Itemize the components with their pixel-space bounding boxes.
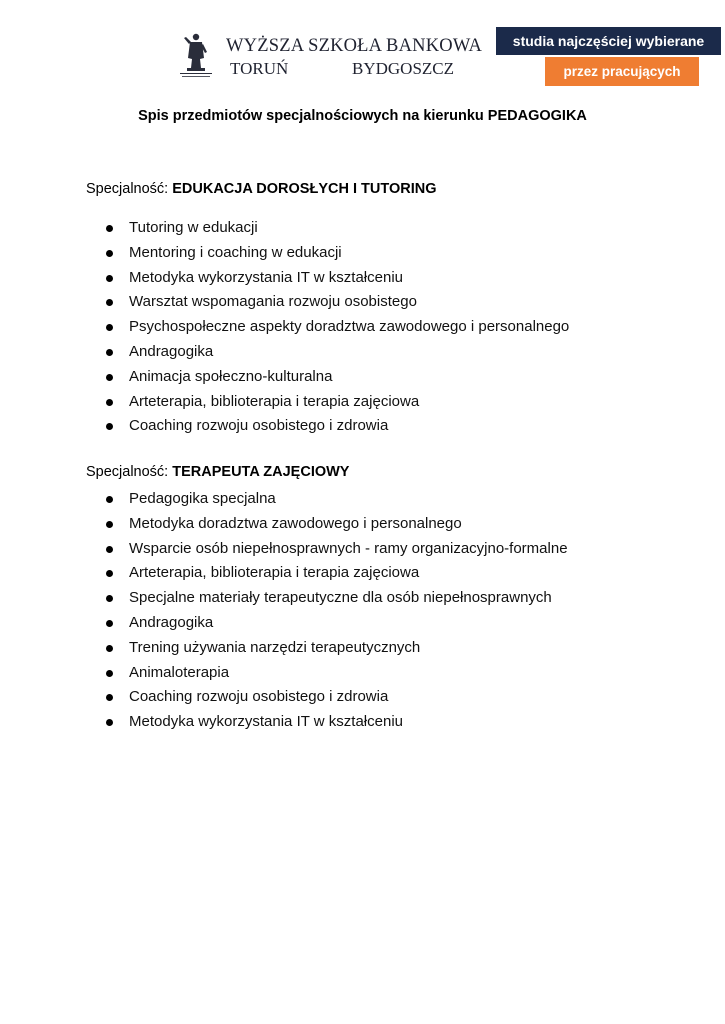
logo-city-torun: TORUŃ [230, 59, 289, 78]
list-item-text: Mentoring i coaching w edukacji [129, 243, 342, 261]
bullet-icon [106, 496, 113, 503]
list-item-text: Tutoring w edukacji [129, 219, 258, 236]
list-item [0, 266, 569, 291]
list-item [0, 586, 568, 611]
bullet-icon [106, 374, 113, 381]
university-logo[interactable] [170, 28, 483, 82]
bullet-icon [106, 620, 113, 627]
list-item-text: Andragogika [129, 613, 214, 631]
list-item-text: Psychospołeczne aspekty doradztwa zawodowego i personalnego [129, 318, 570, 336]
subject-list [0, 216, 569, 439]
section-heading [86, 181, 437, 197]
section-heading-name: EDUKACJA DOROSŁYCH I TUTORING [172, 181, 437, 197]
bullet-icon [106, 694, 113, 701]
list-item [0, 216, 569, 241]
bullet-icon [106, 521, 113, 528]
bullet-icon [106, 324, 113, 331]
list-item [0, 710, 568, 735]
list-item [0, 661, 568, 686]
bullet-icon [106, 423, 113, 430]
document-title: Spis przedmiotów specjalnościowych na kierunku PEDAGOGIKA [138, 108, 587, 124]
logo-city-bydgoszcz: BYDGOSZCZ [352, 59, 455, 78]
subject-list [0, 487, 568, 735]
list-item [0, 636, 568, 661]
list-item-text: Arteterapia, biblioterapia i terapia zajęciowa [129, 564, 420, 582]
slogan-banner-bottom: przez pracujących [545, 57, 699, 86]
bullet-icon [106, 250, 113, 257]
statue-emblem-icon [176, 30, 216, 80]
list-item [0, 611, 568, 636]
list-item [0, 561, 568, 586]
bullet-icon [106, 546, 113, 553]
bullet-icon [106, 719, 113, 726]
list-item [0, 512, 568, 537]
bullet-icon [106, 670, 113, 677]
list-item-text: Coaching rozwoju osobistego i zdrowia [129, 688, 389, 706]
list-item [0, 241, 569, 266]
list-item [0, 414, 569, 439]
list-item-text: Wsparcie osób niepełnosprawnych - ramy organizacyjno-formalne [129, 539, 568, 557]
list-item-text: Metodyka wykorzystania IT w kształceniu [129, 268, 403, 286]
bullet-icon [106, 570, 113, 577]
list-item [0, 365, 569, 390]
list-item-text: Animacja społeczno-kulturalna [129, 367, 333, 385]
page-header [0, 0, 725, 100]
list-item-text: Pedagogika specjalna [129, 490, 276, 507]
list-item [0, 487, 568, 512]
bullet-icon [106, 595, 113, 602]
list-item [0, 390, 569, 415]
logo-university-name: WYŻSZA SZKOŁA BANKOWA [226, 36, 483, 56]
list-item [0, 340, 569, 365]
list-item-text: Andragogika [129, 342, 214, 360]
list-item [0, 537, 568, 562]
section-heading-name: TERAPEUTA ZAJĘCIOWY [172, 464, 350, 480]
list-item-text: Animaloterapia [129, 663, 230, 681]
list-item-text: Trening używania narzędzi terapeutycznych [129, 638, 421, 656]
list-item-text: Metodyka doradztwa zawodowego i personalnego [129, 514, 462, 532]
bullet-icon [106, 349, 113, 356]
list-item [0, 290, 569, 315]
section-heading-lead: Specjalność: [86, 464, 173, 480]
list-item-text: Metodyka wykorzystania IT w kształceniu [129, 713, 403, 731]
section-heading [86, 464, 349, 480]
slogan-banner-top: studia najczęściej wybierane [496, 27, 721, 55]
bullet-icon [106, 275, 113, 282]
list-item [0, 315, 569, 340]
bullet-icon [106, 225, 113, 232]
bullet-icon [106, 645, 113, 652]
list-item-text: Coaching rozwoju osobistego i zdrowia [129, 417, 389, 435]
section-heading-lead: Specjalność: [86, 181, 173, 197]
list-item [0, 685, 568, 710]
list-item-text: Arteterapia, biblioterapia i terapia zajęciowa [129, 392, 420, 410]
list-item-text: Specjalne materiały terapeutyczne dla osób niepełnosprawnych [129, 589, 552, 607]
bullet-icon [106, 299, 113, 306]
list-item-text: Warsztat wspomagania rozwoju osobistego [129, 293, 417, 311]
bullet-icon [106, 399, 113, 406]
